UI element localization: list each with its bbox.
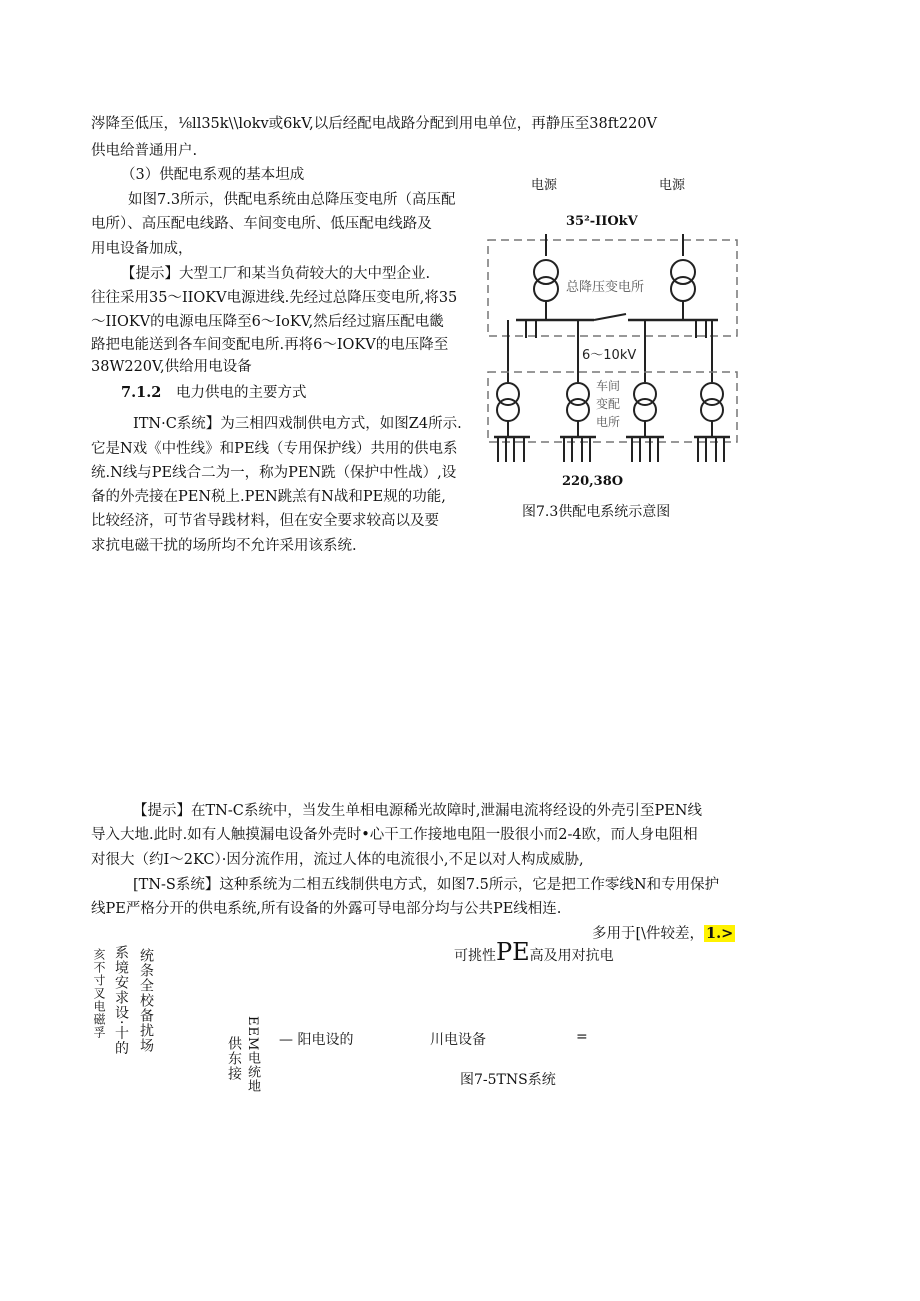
- fig75-caption: 图7-5TNS系统: [460, 1072, 556, 1088]
- fragment-highlight: 1.>: [706, 925, 734, 942]
- itnc-line: 备的外壳接在PEN税上.PEN跳羔有N战和PE规的功能,: [91, 489, 446, 505]
- bus-switch: [594, 314, 626, 320]
- pe-big: PE: [496, 938, 530, 966]
- itnc-line: 统.N线与PE线合二为一，称为PEN跣（保护中性战）,设: [91, 465, 457, 481]
- fig73-voltage-top: 35²-IIOkV: [566, 214, 638, 229]
- pe-line: [454, 938, 614, 966]
- tip1-line: 路把电能送到各车间变配电所.再将6～IOKV的电压降至: [91, 337, 449, 353]
- fragment-col-2: 系境安求设·十的: [113, 945, 129, 1056]
- section-712-title: 电力供电的主要方式: [175, 385, 307, 401]
- workshop-label: 变配: [596, 397, 621, 411]
- tip1-line: ～IIOKV的电源电压降至6～IoKV,然后经过寤压配电畿: [91, 314, 444, 330]
- substation-label: 总降压变电所: [566, 280, 645, 295]
- fragment-col-4: EEM电统地: [245, 1016, 260, 1094]
- pe-prefix: 可挑性: [454, 948, 496, 964]
- section-3-heading: （3）供配电系观的基本坦成: [121, 167, 305, 183]
- section-3-para-line: 用电设备加成，: [91, 241, 193, 257]
- tip2-line: 导入大地.此时.如有人触摸漏电设备外壳时•心干工作接地电阻一股很小而2-4欧，而人身电阻相: [91, 827, 698, 843]
- itnc-line: 它是N戏《中性线》和PE线（专用保护线）共用的供电系: [91, 441, 458, 457]
- transformer-icon: [534, 277, 558, 301]
- transformer-icon: [634, 399, 656, 421]
- fig73-source-right: 电源: [659, 178, 686, 193]
- fig73-source-left: 电源: [531, 178, 558, 193]
- fig73-voltage-bottom: 220,38O: [562, 474, 624, 489]
- tip2-line: 对很大（约I～2KC）·因分流作用，流过人体的电流很小,不足以对人构成威胁,: [91, 852, 584, 868]
- transformer-icon: [567, 399, 589, 421]
- itns-line: [TN-S系统】这种系统为二相五线制供电方式，如图7.5所示，它是把工作零线N和专用保护: [133, 877, 720, 893]
- fragment-dash-text: — 阳电设的: [279, 1032, 354, 1048]
- tip2-line: 【提示】在TN-C系统中，当发生单相电源稀光故障时,泄漏电流将经设的外壳引至PEN线: [133, 803, 702, 819]
- workshop-label: 车间: [596, 379, 621, 393]
- tip1-line: 【提示】大型工厂和某当负荷较大的大中型企业.: [121, 266, 431, 282]
- fragment-equals: =: [576, 1029, 588, 1045]
- section-712-number: 7.1.2: [121, 384, 162, 401]
- transformer-icon: [671, 277, 695, 301]
- pe-suffix: 高及用对抗电: [529, 948, 614, 964]
- fragment-equip-text: 川电设备: [430, 1032, 486, 1048]
- tip1-line: 38W220V,供给用电设备: [91, 359, 252, 375]
- tip1-line: 往往采用35～IIOKV电源进线.先经过总降压变电所,将35: [91, 290, 458, 306]
- lv-feeders: [498, 437, 724, 462]
- section-3-para-line: 如图7.3所示，供配电系统由总降压变电所（高压配: [128, 192, 456, 208]
- fig73-diagram: [486, 234, 746, 474]
- fig73-voltage-mid: 6～10kV: [582, 348, 637, 363]
- transformer-icon: [701, 399, 723, 421]
- section-712-heading: [121, 383, 306, 403]
- fragment-right-text: 多用于[\件较差，: [592, 926, 705, 942]
- workshop-label: 电所: [596, 415, 621, 429]
- itns-line: 线PE严格分开的供电系统,所有设备的外露可导电部分均与公共PE线相连.: [91, 901, 562, 917]
- fragment-col-5: 供东接: [226, 1036, 242, 1081]
- top-line-2: 供电给普通用户.: [91, 143, 198, 159]
- fragment-col-1: 亥不寸叉电磁孚: [92, 948, 106, 1039]
- top-line-1: 涔降至低压，⅛ll35k\\lokv或6kV,以后经配电战路分配到用电单位，再静压至38ft220V: [91, 116, 658, 132]
- transformer-icon: [497, 399, 519, 421]
- itnc-line: 求抗电磁干扰的场所均不允许采用该系统.: [91, 538, 357, 554]
- itnc-line: ITN·C系统】为三相四戏制供电方式，如图Z4所示.: [133, 416, 462, 432]
- fig73-caption: 图7.3供配电系统示意图: [522, 504, 671, 520]
- section-3-para-line: 电所）、高压配电线路、车间变电所、低压配电线路及: [91, 216, 432, 232]
- fragment-col-3: 统条全校备扰场: [138, 948, 154, 1053]
- itnc-line: 比较经济，可节省导践材料，但在安全要求较高以及要: [91, 513, 439, 529]
